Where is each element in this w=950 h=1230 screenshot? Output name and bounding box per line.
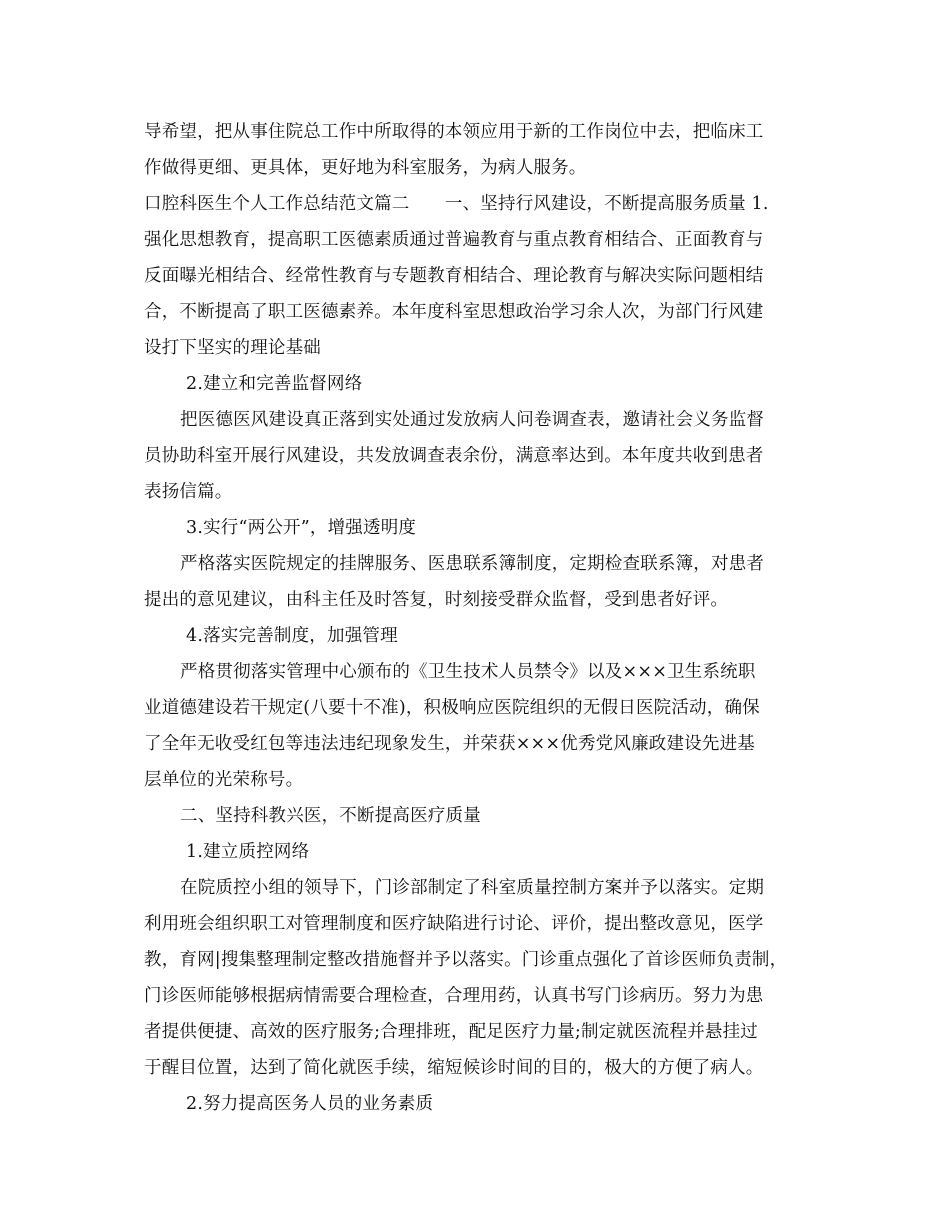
text-line: 把医德医风建设真正落到实处通过发放病人问卷调查表，邀请社会义务监督 — [180, 410, 765, 430]
subheading: 2.努力提高医务人员的业务素质 — [186, 1094, 434, 1114]
subheading: 2.建立和完善监督网络 — [186, 374, 363, 394]
text-line: 强化思想教育，提高职工医德素质通过普遍教育与重点教育相结合、正面教育与 — [144, 230, 764, 250]
text-line: 严格贯彻落实管理中心颁布的《卫生技术人员禁令》以及×××卫生系统职 — [180, 662, 756, 682]
text-line: 表扬信篇。 — [144, 482, 233, 502]
subheading: 3.实行“两公开”，增强透明度 — [186, 518, 417, 538]
text-line: 导希望，把从事住院总工作中所取得的本领应用于新的工作岗位中去，把临床工 — [144, 122, 764, 142]
text-line: 者提供便捷、高效的医疗服务;合理排班，配足医疗力量;制定就医流程并悬挂过 — [144, 1022, 758, 1042]
text-line: 业道德建设若干规定(八要十不准)，积极响应医院组织的无假日医院活动，确保 — [144, 698, 760, 718]
text-line: 于醒目位置，达到了简化就医手续，缩短候诊时间的目的，极大的方便了病人。 — [144, 1058, 764, 1078]
text-line: 员协助科室开展行风建设，共发放调查表余份，满意率达到。本年度共收到患者 — [144, 446, 764, 466]
text-line: 教，育网|搜集整理制定整改措施督并予以落实。门诊重点强化了首诊医师负责制， — [144, 950, 788, 970]
text-line: 反面曝光相结合、经常性教育与专题教育相结合、理论教育与解决实际问题相结 — [144, 266, 764, 286]
text-line: 在院质控小组的领导下，门诊部制定了科室质量控制方案并予以落实。定期 — [180, 878, 765, 898]
text-line: 提出的意见建议，由科主任及时答复，时刻接受群众监督，受到患者好评。 — [144, 590, 729, 610]
text-line: 合，不断提高了职工医德素养。本年度科室思想政治学习余人次，为部门行风建 — [144, 302, 764, 322]
text-line: 设打下坚实的理论基础 — [144, 338, 321, 358]
text-line: 了全年无收受红包等违法违纪现象发生，并荣获×××优秀党风廉政建设先进基 — [144, 734, 755, 754]
text-line: 严格落实医院规定的挂牌服务、医患联系簿制度，定期检查联系簿，对患者 — [180, 554, 765, 574]
text-line: 利用班会组织职工对管理制度和医疗缺陷进行讨论、评价，提出整改意见，医学 — [144, 914, 764, 934]
text-line: 层单位的光荣称号。 — [144, 770, 304, 790]
text-line: 作做得更细、更具体，更好地为科室服务，为病人服务。 — [144, 158, 587, 178]
subheading: 4.落实完善制度，加强管理 — [186, 626, 398, 646]
section-title-line: 口腔科医生个人工作总结范文篇二 一、坚持行风建设，不断提高服务质量 1. — [144, 194, 769, 214]
section-heading: 二、坚持科教兴医，不断提高医疗质量 — [180, 806, 481, 826]
subheading: 1.建立质控网络 — [186, 842, 310, 862]
text-line: 门诊医师能够根据病情需要合理检查，合理用药，认真书写门诊病历。努力为患 — [144, 986, 764, 1006]
